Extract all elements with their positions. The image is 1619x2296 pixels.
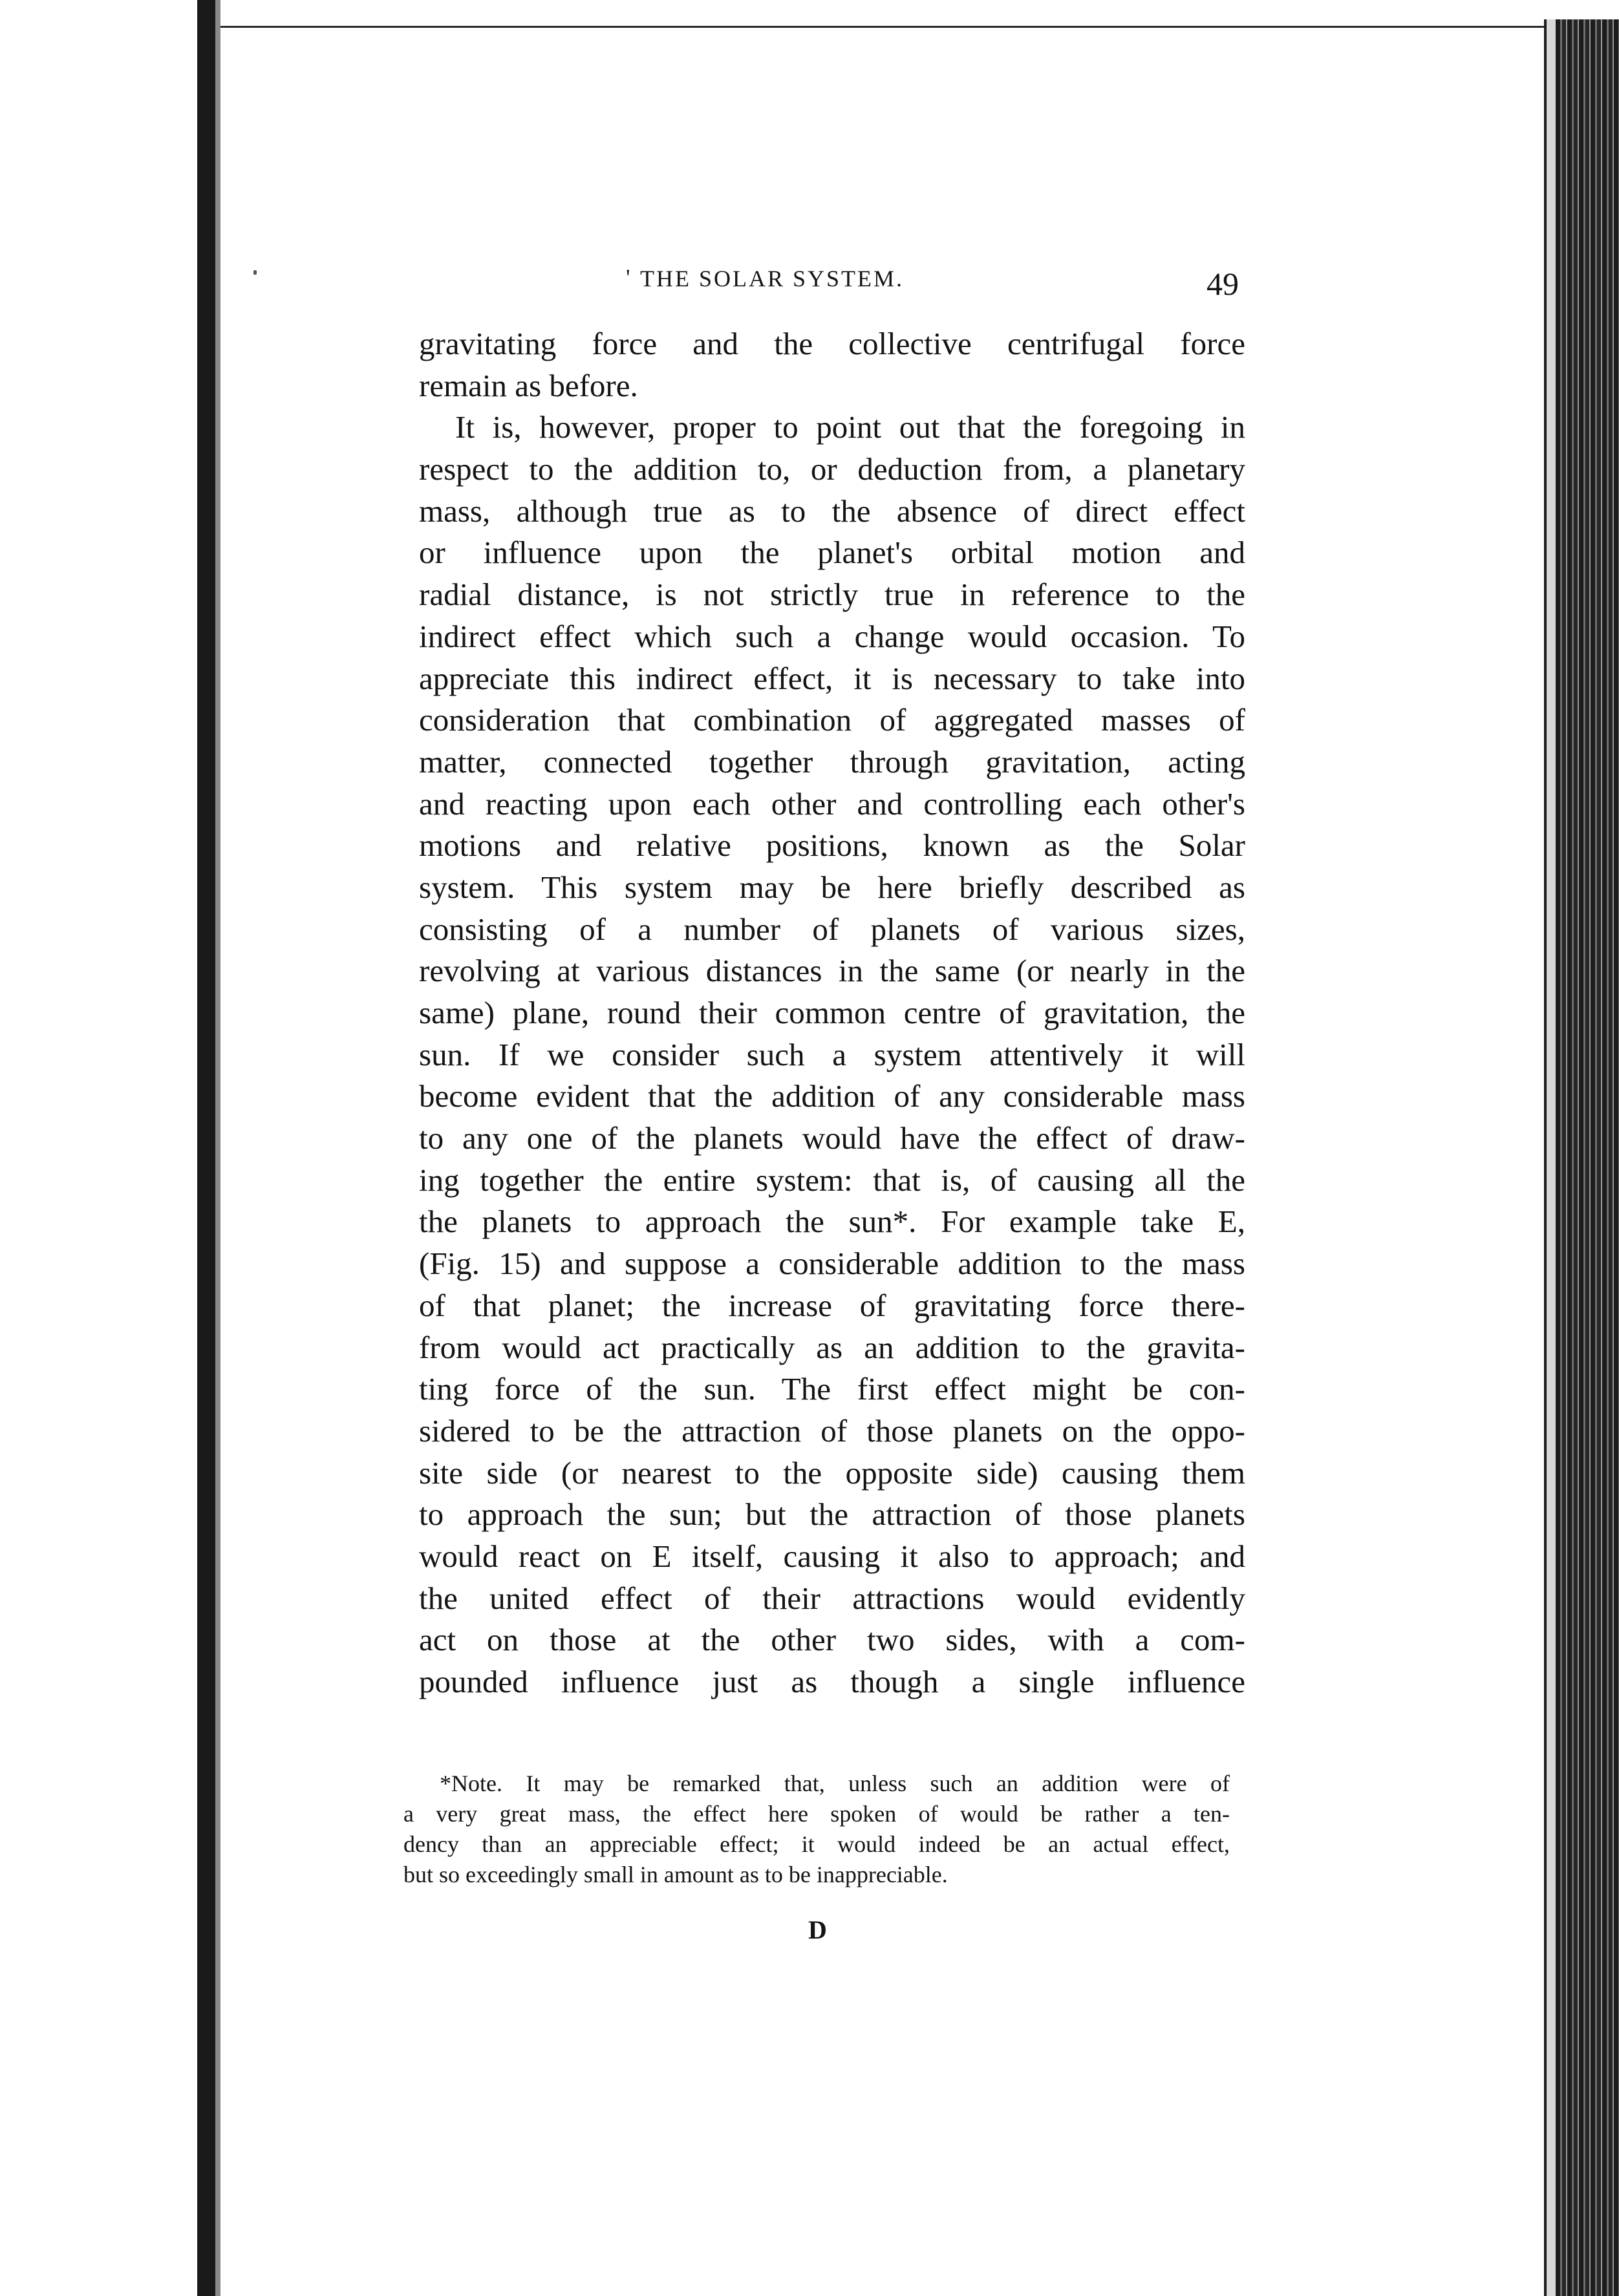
gutter-shadow: [215, 0, 220, 2296]
text-line: remain as before.: [419, 367, 638, 403]
text-line: sun. If we consider such a system attentively it will: [419, 1036, 1245, 1072]
text-line: become evident that the addition of any considerable mass: [419, 1078, 1245, 1114]
running-head-mark: ': [626, 264, 630, 290]
text-line: appreciate this indirect effect, it is necessary to take into: [419, 660, 1245, 696]
top-margin-strip: [1487, 0, 1619, 19]
footnote-line: a very great mass, the effect here spoken of would be rather a ten-: [403, 1801, 1230, 1827]
text-line: radial distance, is not strictly true in reference to the: [419, 577, 1245, 613]
text-line: to any one of the planets would have the effect of draw-: [419, 1120, 1245, 1156]
text-line: gravitating force and the collective centrifugal force: [419, 326, 1245, 361]
body-text: [419, 323, 1245, 1703]
text-line: pounded influence just as though a single influence: [419, 1664, 1245, 1699]
book-spine-shadow: [197, 0, 215, 2296]
footnote-line: *Note. It may be remarked that, unless such an addition were of: [440, 1770, 1230, 1796]
text-line: matter, connected together through gravitation, acting: [419, 743, 1245, 780]
text-line: mass, although true as to the absence of direct effect: [419, 493, 1245, 529]
text-line: revolving at various distances in the same (or nearly in the: [419, 953, 1245, 989]
text-line: ting force of the sun. The first effect might be con-: [419, 1371, 1245, 1407]
page-edge-highlight: [1547, 19, 1556, 2296]
text-line: and reacting upon each other and controlling each other's: [419, 785, 1245, 822]
facing-page-edge: [0, 0, 197, 2296]
signature-mark: D: [808, 1915, 827, 1944]
text-line: same) plane, round their common centre of gravitation, the: [419, 995, 1245, 1030]
text-line: consideration that combination of aggregated masses of: [419, 702, 1245, 738]
running-head-title: THE SOLAR SYSTEM.: [640, 266, 905, 292]
footnote-line: dency than an appreciable effect; it would indeed be an actual effect,: [403, 1831, 1230, 1857]
text-line: ing together the entire system: that is, of causing all the: [419, 1162, 1245, 1198]
text-line: consisting of a number of planets of various sizes,: [419, 911, 1245, 947]
text-line: from would act practically as an addition to the gravita-: [419, 1329, 1245, 1365]
text-line: to approach the sun; but the attraction of those planets: [419, 1496, 1245, 1533]
text-line: act on those at the other two sides, with a com-: [419, 1622, 1245, 1658]
text-line: motions and relative positions, known as the Solar: [419, 827, 1245, 864]
text-line: indirect effect which such a change would occasion. To: [419, 618, 1245, 654]
ink-speck: [253, 270, 257, 275]
text-line: the united effect of their attractions would evidently: [419, 1580, 1245, 1616]
text-line: or influence upon the planet's orbital motion and: [419, 535, 1245, 571]
text-line: It is, however, proper to point out that the foregoing in: [455, 409, 1245, 445]
text-line: would react on E itself, causing it also to approach; and: [419, 1538, 1245, 1574]
text-line: of that planet; the increase of gravitating force there-: [419, 1287, 1245, 1323]
footnote: [403, 1769, 1230, 1890]
page-number: 49: [1206, 266, 1239, 302]
footnote-line: but so exceedingly small in amount as to be inappreciable.: [403, 1862, 948, 1887]
text-line: the planets to approach the sun*. For example take E,: [419, 1204, 1245, 1240]
text-line: (Fig. 15) and suppose a considerable addition to the mass: [419, 1246, 1245, 1282]
text-line: system. This system may be here briefly described as: [419, 869, 1245, 905]
text-line: site side (or nearest to the opposite side) causing them: [419, 1454, 1245, 1491]
text-line: sidered to be the attraction of those planets on the oppo-: [419, 1412, 1245, 1449]
text-line: respect to the addition to, or deduction from, a planetary: [419, 451, 1245, 487]
